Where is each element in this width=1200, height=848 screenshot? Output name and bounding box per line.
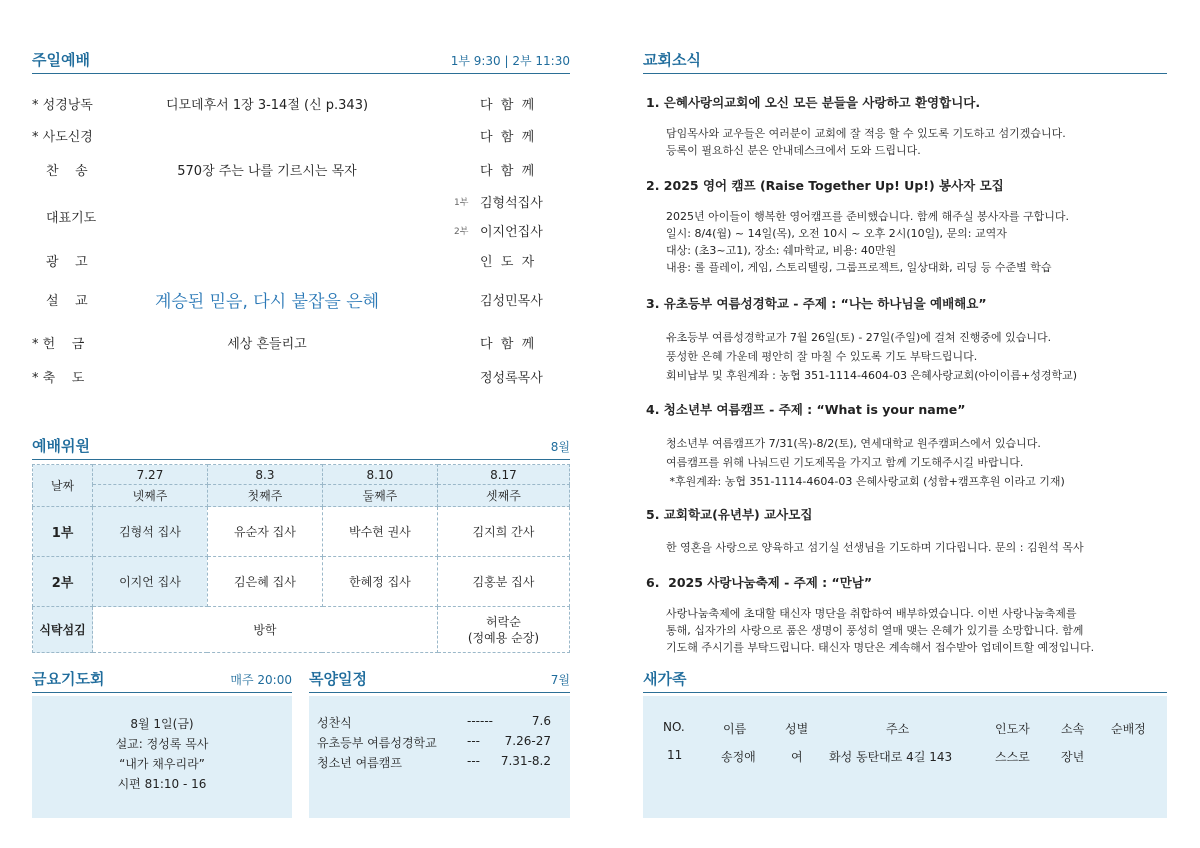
duty-meal-main: 방학 <box>93 607 438 653</box>
nf-col-gender: 성별 <box>785 722 809 736</box>
friday-line: 설교: 정성록 목사 <box>115 737 209 751</box>
news-line: 2025년 아이들이 행복한 영어캠프를 준비했습니다. 함께 해주실 봉사자를 구합니다. <box>666 210 1069 223</box>
duty-meal-last-name: 허락순 <box>486 614 521 629</box>
news-item-body <box>666 208 1166 276</box>
worship-header <box>32 48 570 74</box>
friday-header <box>32 667 292 693</box>
friday-line: 8월 1일(금) <box>130 717 194 731</box>
worship-item-desc: 570장 주는 나를 기르시는 목자 <box>177 164 357 179</box>
news-line: 풍성한 은혜 가운데 평안히 잘 마칠 수 있도록 기도 부탁드립니다. <box>666 350 978 363</box>
news-item-2 <box>646 176 1166 276</box>
news-item-title: 2. 2025 영어 캠프 (Raise Together Up! Up!) 봉사자 모집 <box>646 178 1004 193</box>
worship-title: 주일예배 <box>32 51 90 69</box>
duty-second-label: 2부 <box>33 557 93 607</box>
news-line: 유초등부 여름성경학교가 7월 26일(토) - 27일(주일)에 걸쳐 진행중에 있습니다. <box>666 331 1052 344</box>
schedule-item-date: 7.31-8.2 <box>500 754 551 768</box>
worship-item-leader: 김형석집사 <box>480 196 543 211</box>
nf-group: 장년 <box>1061 750 1085 764</box>
duty-title: 예배위원 <box>32 437 90 455</box>
news-title: 교회소식 <box>643 51 701 69</box>
duty-cell: 한혜정 집사 <box>322 557 437 607</box>
worship-times: 1부 9:30 | 2부 11:30 <box>450 54 570 68</box>
schedule-item-name: 청소년 여름캠프 <box>317 756 402 770</box>
news-line: 회비납부 및 후원계좌 : 농협 351-1114-4604-03 은혜사랑교회(아이이름+성경학교) <box>666 369 1078 382</box>
news-line: 한 영혼을 사랑으로 양육하고 섬기실 선생님을 기도하며 기다립니다. 문의 : 김원석 목사 <box>666 541 1084 554</box>
worship-item-name: * 축 도 <box>32 371 85 386</box>
news-item-title: 5. 교회학교(유년부) 교사모집 <box>646 507 813 522</box>
friday-time: 매주 20:00 <box>230 673 292 687</box>
news-item-body <box>666 539 1166 556</box>
prayer-service-tag: 2부 <box>454 227 469 237</box>
friday-line: 시편 81:10 - 16 <box>117 777 207 791</box>
news-line: 일시: 8/4(월) ~ 14일(목), 오전 10시 ~ 오후 2시(10일), 문의: 교역자 <box>666 227 1007 240</box>
duty-cell: 박수현 권사 <box>322 507 437 557</box>
newfamily-panel <box>643 696 1167 818</box>
duty-date-label: 날짜 <box>33 465 93 507</box>
news-line: 사랑나눔축제에 초대할 태신자 명단을 취합하여 배부하였습니다. 이번 사랑나눔축제를 <box>666 607 1077 620</box>
duty-date: 8.3 <box>207 465 322 485</box>
news-line: 등록이 필요하신 분은 안내데스크에서 도와 드립니다. <box>666 144 921 157</box>
friday-line: “내가 채우리라” <box>119 757 205 771</box>
news-item-6 <box>646 573 1166 656</box>
news-item-5 <box>646 505 1166 556</box>
news-item-title: 3. 유초등부 여름성경학교 - 주제 : “나는 하나님을 예배해요” <box>646 296 987 311</box>
worship-item-leader: 정성록목사 <box>480 371 543 386</box>
worship-item-leader: 다 함 께 <box>480 164 535 179</box>
news-item-1 <box>646 93 1166 159</box>
nf-guide: 스스로 <box>995 750 1030 764</box>
newfamily-header <box>643 667 1167 693</box>
newfamily-title: 새가족 <box>643 670 687 688</box>
worship-item-name: * 헌 금 <box>32 337 85 352</box>
duty-week: 첫째주 <box>207 485 322 507</box>
duty-cell: 김지희 간사 <box>437 507 569 557</box>
schedule-panel <box>309 696 570 818</box>
news-item-3 <box>646 294 1166 385</box>
worship-item-leader: 김성민목사 <box>480 294 543 309</box>
news-item-title: 6. 2025 사랑나눔축제 - 주제 : “만남” <box>646 575 873 590</box>
schedule-month: 7월 <box>550 673 570 687</box>
duty-week: 넷째주 <box>93 485 208 507</box>
duty-cell: 이지언 집사 <box>93 557 208 607</box>
prayer-service-tag: 1부 <box>454 198 469 208</box>
news-line: 기도해 주시기를 부탁드립니다. 태신자 명단은 계속해서 접수받아 업데이트할 예정입니다. <box>666 641 1095 654</box>
news-item-body <box>666 434 1166 491</box>
worship-item-desc: 디모데후서 1장 3-14절 (신 p.343) <box>165 98 369 113</box>
schedule-item-dash: --- <box>467 754 480 768</box>
friday-title: 금요기도회 <box>32 670 105 688</box>
news-item-body <box>666 328 1166 385</box>
news-item-title: 1. 은혜사랑의교회에 오신 모든 분들을 사랑하고 환영합니다. <box>646 95 981 110</box>
duty-week: 셋째주 <box>437 485 569 507</box>
nf-gender: 여 <box>791 750 803 764</box>
nf-col-guide: 인도자 <box>995 722 1030 736</box>
news-line: 청소년부 여름캠프가 7/31(목)-8/2(토), 연세대학교 원주캠퍼스에서 있습니다. <box>666 437 1041 450</box>
worship-item-name: 광 고 <box>46 255 88 270</box>
duty-cell: 김홍분 집사 <box>437 557 569 607</box>
worship-item-leader: 다 함 께 <box>480 337 535 352</box>
worship-item-name: 찬 송 <box>46 164 88 179</box>
nf-col-address: 주소 <box>886 722 910 736</box>
sermon-title: 계승된 믿음, 다시 붙잡을 은혜 <box>154 292 380 312</box>
schedule-item-dash: ------ <box>467 714 493 728</box>
duty-meal-last <box>437 607 569 653</box>
duty-date: 8.10 <box>322 465 437 485</box>
schedule-item-dash: --- <box>467 734 480 748</box>
duty-first-label: 1부 <box>33 507 93 557</box>
news-item-4 <box>646 400 1166 491</box>
news-line: 담임목사와 교우들은 여러분이 교회에 잘 적응 할 수 있도록 기도하고 섬기겠습니다. <box>666 127 1066 140</box>
nf-col-no: NO. <box>663 720 685 734</box>
news-line: 대상: (초3~고1), 장소: 쉐마학교, 비용: 40만원 <box>666 244 897 257</box>
news-header <box>643 48 1167 74</box>
nf-address: 화성 동탄대로 4길 143 <box>829 750 953 764</box>
news-line: 통해, 십자가의 사랑으로 품은 생명이 풍성히 열매 맺는 은혜가 있기를 소망합니다. 함께 <box>666 624 1084 637</box>
duty-month: 8월 <box>550 440 570 454</box>
schedule-title: 목양일정 <box>309 670 367 688</box>
nf-no: 11 <box>667 748 683 762</box>
worship-item-name: 설 교 <box>46 294 88 309</box>
duty-date: 7.27 <box>93 465 208 485</box>
worship-item-leader: 인 도 자 <box>480 255 535 270</box>
duty-cell: 김은혜 집사 <box>207 557 322 607</box>
duty-date: 8.17 <box>437 465 569 485</box>
worship-item-name: 대표기도 <box>46 211 97 226</box>
duty-cell: 김형석 집사 <box>93 507 208 557</box>
news-item-body <box>666 125 1166 159</box>
news-line: *후원계좌: 농협 351-1114-4604-03 은혜사랑교회 (성함+캠프후원 이라고 기재) <box>666 475 1065 488</box>
worship-item-leader: 이지언집사 <box>480 225 543 240</box>
worship-item-name: * 성경낭독 <box>32 98 93 113</box>
duty-week: 둘째주 <box>322 485 437 507</box>
nf-col-assign: 순배정 <box>1111 722 1146 736</box>
news-line: 내용: 롤 플레이, 게임, 스토리텔링, 그룹프로젝트, 일상대화, 리딩 등 수준별 학습 <box>666 261 1052 274</box>
worship-item-leader: 다 함 께 <box>480 130 535 145</box>
duty-meal-label: 식탁섬김 <box>33 607 93 653</box>
worship-item-desc: 세상 흔들리고 <box>227 337 307 352</box>
schedule-item-date: 7.26-27 <box>504 734 551 748</box>
duty-header <box>32 434 570 460</box>
schedule-item-name: 성찬식 <box>317 716 352 730</box>
friday-panel <box>32 696 292 818</box>
schedule-item-date: 7.6 <box>531 714 551 728</box>
news-item-title: 4. 청소년부 여름캠프 - 주제 : “What is your name” <box>646 402 966 417</box>
nf-name: 송정애 <box>721 750 756 764</box>
nf-col-name: 이름 <box>723 722 747 736</box>
news-item-body <box>666 605 1166 656</box>
schedule-header <box>309 667 570 693</box>
duty-table <box>32 464 570 653</box>
duty-cell: 유순자 집사 <box>207 507 322 557</box>
worship-item-name: * 사도신경 <box>32 130 93 145</box>
schedule-item-name: 유초등부 여름성경학교 <box>317 736 437 750</box>
duty-meal-last-note: (정예용 순장) <box>467 630 539 645</box>
nf-col-group: 소속 <box>1061 722 1085 736</box>
worship-item-leader: 다 함 께 <box>480 98 535 113</box>
news-line: 여름캠프를 위해 나눠드린 기도제목을 가지고 함께 기도해주시길 바랍니다. <box>666 456 1024 469</box>
